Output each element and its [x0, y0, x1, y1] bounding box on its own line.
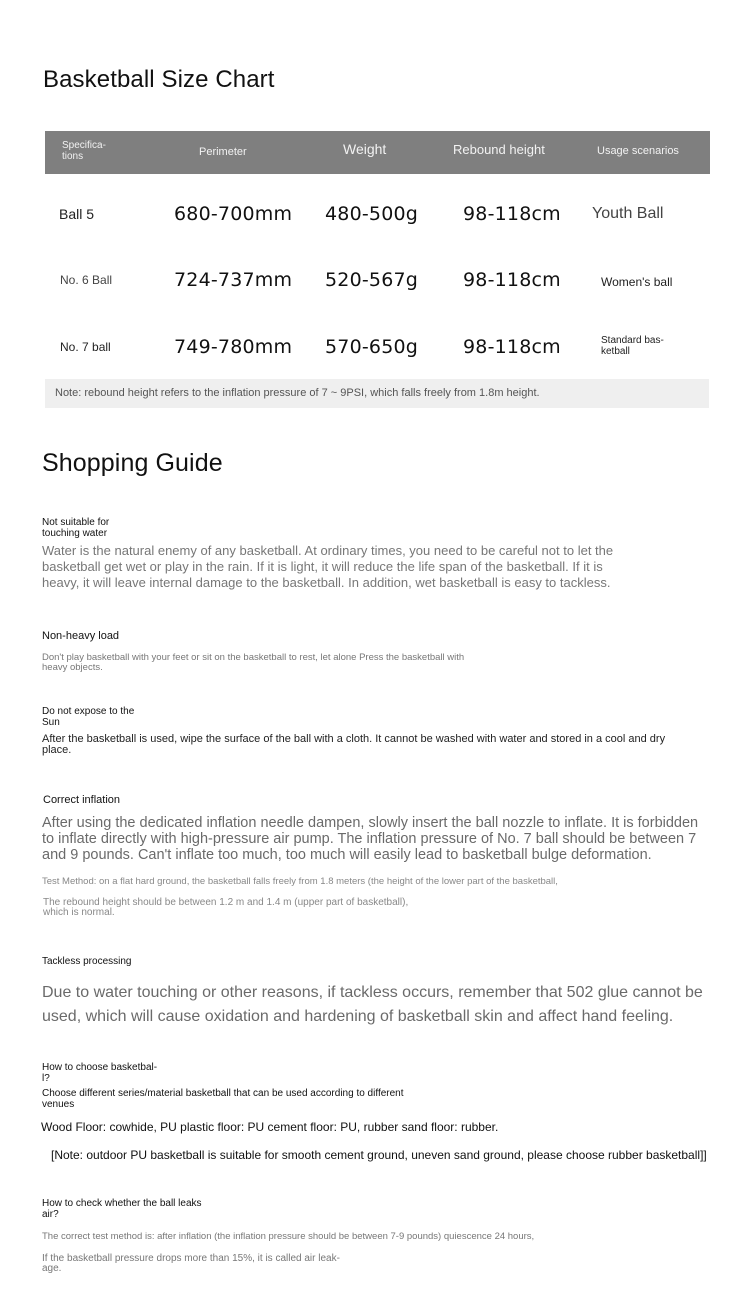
leak-result: If the basketball pressure drops more than 15%, it is called air leak- age. [42, 1253, 340, 1274]
header-usage: Usage scenarios [597, 145, 679, 157]
inflation-title: Correct inflation [43, 794, 121, 806]
load-title: Non-heavy load [42, 630, 120, 642]
row-weight: 520-567g [325, 269, 419, 291]
row-spec: Ball 5 [59, 206, 95, 222]
sun-text: After the basketball is used, wipe the surface of the ball with a cloth. It cannot be washed with water and stored in a cool and dry place. [42, 733, 666, 756]
guide-title: Shopping Guide [42, 449, 223, 477]
row-rebound: 98-118cm [463, 203, 561, 225]
load-text: Don't play basketball with your feet or sit on the basketball to rest, let alone Press the basketball with heavy objects. [42, 652, 465, 673]
inflation-text: After using the dedicated inflation needle dampen, slowly insert the ball nozzle to inflate. It is forbidden to inflate directly with high-pressure air pump. The inflation pressure of No. 7 ball should be between 7 and 9 pounds. Can't inflate too much, too much will easily lead to basketball bulge deformation. [42, 815, 699, 863]
header-rebound: Rebound height [453, 142, 545, 157]
choose-title: How to choose basketbal- l? [42, 1062, 158, 1084]
test-method: Test Method: on a flat hard ground, the basketball falls freely from 1.8 meters (the height of the lower part of the basketball, [42, 876, 558, 887]
table-note: Note: rebound height refers to the inflation pressure of 7 ~ 9PSI, which falls freely from 1.8m height. [55, 387, 540, 399]
row-usage: Women's ball [601, 275, 673, 289]
rebound-normal: The rebound height should be between 1.2 m and 1.4 m (upper part of basketball), which is normal. [43, 897, 409, 918]
choose-text: Choose different series/material basketball that can be used according to different venues [42, 1088, 404, 1110]
header-spec: Specifica- tions [62, 140, 106, 162]
row-usage: Standard bas- ketball [601, 335, 664, 357]
water-title: Not suitable for touching water [42, 517, 110, 539]
floor-text: Wood Floor: cowhide, PU plastic floor: PU cement floor: PU, rubber sand floor: rubber. [41, 1120, 499, 1134]
leak-title: How to check whether the ball leaks air? [42, 1198, 202, 1220]
size-chart-title: Basketball Size Chart [43, 66, 275, 93]
row-rebound: 98-118cm [463, 336, 561, 358]
tackless-text: Due to water touching or other reasons, if tackless occurs, remember that 502 glue cannot be used, which will cause oxidation and hardening of basketball skin and affect hand feeling. [42, 984, 703, 1025]
outdoor-note: [Note: outdoor PU basketball is suitable for smooth cement ground, uneven sand ground, please choose rubber basketball]] [51, 1148, 707, 1162]
row-rebound: 98-118cm [463, 269, 561, 291]
row-weight: 570-650g [325, 336, 419, 358]
header-perimeter: Perimeter [199, 146, 247, 158]
tackless-title: Tackless processing [42, 956, 132, 967]
table-note-bar [45, 379, 709, 408]
row-weight: 480-500g [325, 203, 419, 225]
table-header [45, 131, 710, 174]
sun-title: Do not expose to the Sun [42, 706, 135, 728]
header-weight: Weight [343, 141, 387, 157]
row-spec: No. 6 Ball [60, 273, 113, 287]
row-usage: Youth Ball [592, 205, 664, 222]
row-perimeter: 724-737mm [174, 269, 293, 291]
row-spec: No. 7 ball [60, 340, 111, 354]
leak-test: The correct test method is: after inflation (the inflation pressure should be between 7-9 pounds) quiescence 24 hours, [42, 1231, 535, 1242]
water-text: Water is the natural enemy of any basketball. At ordinary times, you need to be careful not to let the basketball get wet or play in the rain. If it is light, it will reduce the life span of the basketball. If it is heavy, it will leave internal damage to the basketball. In addition, wet basketball is easy to tackless. [42, 543, 614, 590]
row-perimeter: 680-700mm [174, 203, 293, 225]
row-perimeter: 749-780mm [174, 336, 293, 358]
